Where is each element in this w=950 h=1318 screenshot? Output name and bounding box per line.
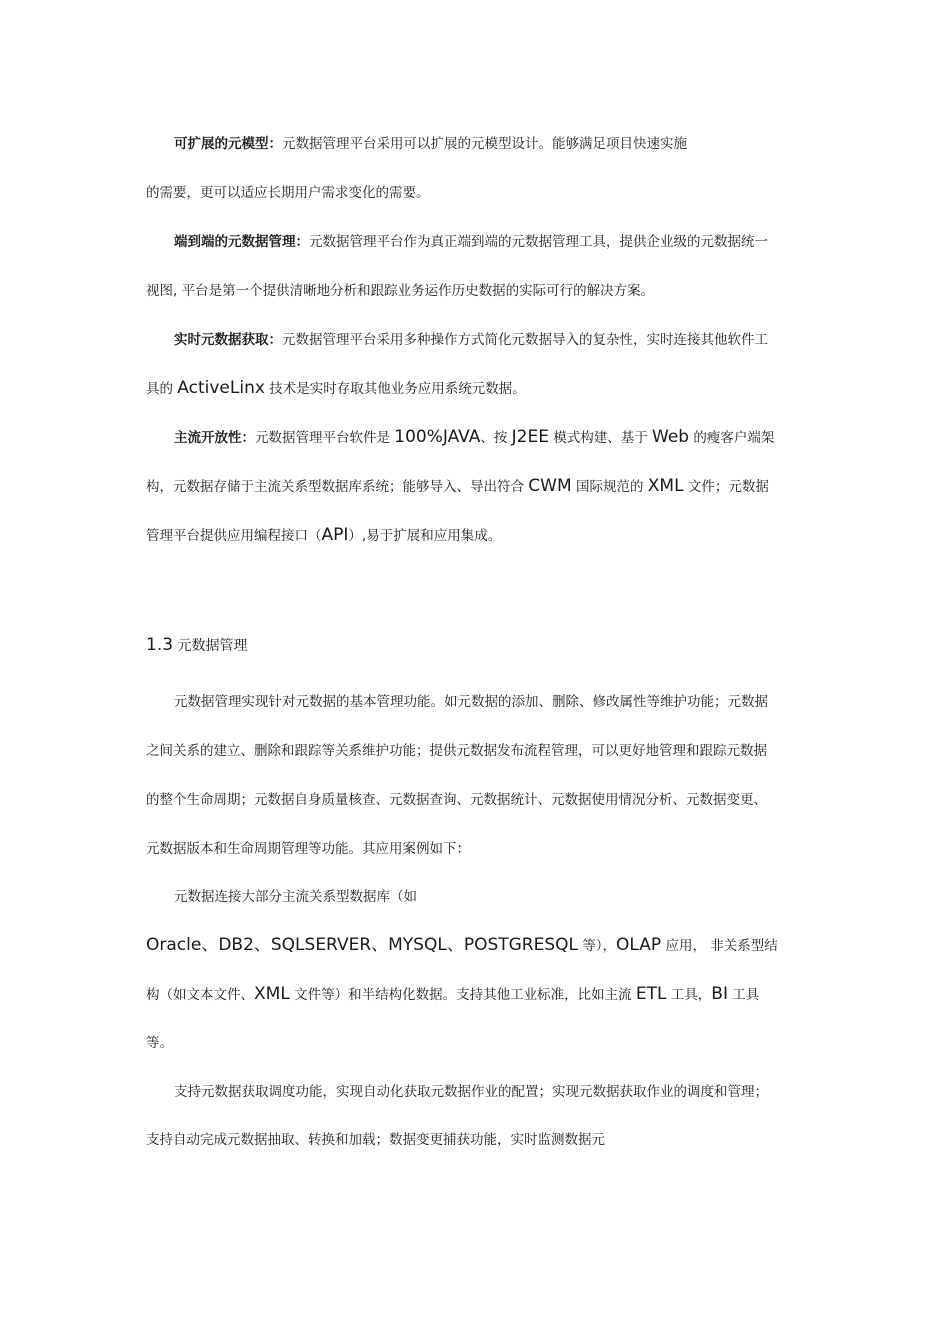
paragraph-text: 支持自动完成元数据抽取、转换和加载；数据变更捕获功能，实时监测数据元 bbox=[146, 1132, 605, 1148]
paragraph-text: 元数据管理平台软件是 bbox=[255, 430, 395, 446]
paragraph-text: 构，元数据存储于主流关系型数据库系统；能够导入、导出符合 bbox=[146, 479, 529, 495]
paragraph-text: 应用， 非关系型结 bbox=[661, 938, 778, 954]
paragraph-term: ActiveLinx bbox=[177, 378, 265, 398]
paragraph-term: XML bbox=[254, 984, 290, 1004]
paragraph-text: 管理平台提供应用编程接口（ bbox=[146, 528, 322, 544]
paragraph-line bbox=[146, 984, 818, 1005]
paragraph-line bbox=[174, 1082, 818, 1102]
paragraph-text: 技术是实时存取其他业务应用系统元数据。 bbox=[264, 381, 526, 397]
paragraph-text: 文件等）和半结构化数据。支持其他工业标准，比如主流 bbox=[289, 987, 636, 1003]
paragraph-term: J2EE bbox=[511, 427, 549, 447]
paragraph-text: 元数据管理实现针对元数据的基本管理功能。如元数据的添加、删除、修改属性等维护功能；元数据 bbox=[174, 694, 768, 710]
paragraph-text: 工具 bbox=[727, 987, 760, 1003]
term-label: 可扩展的元模型： bbox=[174, 136, 282, 152]
term-label: 主流开放性： bbox=[174, 430, 255, 446]
paragraph-line bbox=[146, 839, 818, 859]
paragraph-term: CWM bbox=[528, 476, 572, 496]
term-label: 实时元数据获取： bbox=[174, 332, 282, 348]
paragraph-line bbox=[174, 330, 818, 350]
paragraph-term: OLAP bbox=[616, 935, 662, 955]
paragraph-text: 的瘦客户端架 bbox=[689, 430, 775, 446]
paragraph-line bbox=[146, 741, 818, 761]
paragraph-line bbox=[146, 790, 818, 810]
paragraph-line bbox=[146, 935, 818, 956]
section-number: 1.3 bbox=[146, 635, 174, 655]
paragraph-text: 元数据管理平台采用可以扩展的元模型设计。能够满足项目快速实施 bbox=[282, 136, 687, 152]
paragraph-text: 元数据连接大部分主流关系型数据库（如 bbox=[174, 889, 417, 905]
paragraph-line bbox=[174, 134, 818, 154]
paragraph-line bbox=[174, 232, 818, 252]
paragraph-term: API bbox=[321, 525, 349, 545]
paragraph-line bbox=[146, 378, 818, 399]
paragraph-line bbox=[146, 183, 818, 203]
paragraph-line bbox=[146, 476, 818, 497]
paragraph-text: 、按 bbox=[480, 430, 512, 446]
paragraph-text: 等）， bbox=[578, 938, 617, 954]
paragraph-text: 视图, 平台是第一个提供清晰地分析和跟踪业务运作历史数据的实际可行的解决方案。 bbox=[146, 283, 655, 299]
paragraph-text: 等。 bbox=[146, 1035, 173, 1051]
paragraph-line bbox=[146, 281, 818, 301]
paragraph-text: 元数据管理平台作为真正端到端的元数据管理工具，提供企业级的元数据统一 bbox=[309, 234, 768, 250]
paragraph-term: Web bbox=[652, 427, 690, 447]
paragraph-text: 元数据管理平台采用多种操作方式简化元数据导入的复杂性，实时连接其他软件工 bbox=[282, 332, 768, 348]
section-heading bbox=[146, 635, 248, 656]
paragraph-line bbox=[146, 1130, 818, 1150]
paragraph-text: 文件；元数据 bbox=[683, 479, 769, 495]
term-label: 端到端的元数据管理： bbox=[174, 234, 309, 250]
section-title: 元数据管理 bbox=[173, 638, 248, 654]
paragraph-text: 的整个生命周期；元数据自身质量核查、元数据查询、元数据统计、元数据使用情况分析、元数据变更、 bbox=[146, 792, 767, 808]
paragraph-line bbox=[146, 525, 818, 546]
paragraph-text: 工具， bbox=[666, 987, 712, 1003]
paragraph-text: 支持元数据获取调度功能，实现自动化获取元数据作业的配置；实现元数据获取作业的调度和管理； bbox=[174, 1084, 768, 1100]
paragraph-line bbox=[174, 887, 818, 907]
paragraph-text: 之间关系的建立、删除和跟踪等关系维护功能；提供元数据发布流程管理，可以更好地管理和跟踪元数据 bbox=[146, 743, 767, 759]
paragraph-text: 具的 bbox=[146, 381, 178, 397]
paragraph-text: ）,易于扩展和应用集成。 bbox=[348, 528, 502, 544]
paragraph-term: Oracle、DB2、SQLSERVER、MYSQL、POSTGRESQL bbox=[146, 935, 578, 955]
paragraph-term: XML bbox=[647, 476, 684, 496]
paragraph-term: ETL bbox=[635, 984, 667, 1004]
paragraph-term: 100%JAVA bbox=[394, 427, 481, 447]
paragraph-line bbox=[174, 692, 818, 712]
paragraph-term: BI bbox=[711, 984, 728, 1004]
paragraph-text: 模式构建、基于 bbox=[548, 430, 653, 446]
paragraph-text: 的需要，更可以适应长期用户需求变化的需要。 bbox=[146, 185, 430, 201]
paragraph-text: 构（如文本文件、 bbox=[146, 987, 254, 1003]
paragraph-line bbox=[146, 1033, 818, 1053]
paragraph-text: 国际规范的 bbox=[571, 479, 648, 495]
paragraph-text: 元数据版本和生命周期管理等功能。其应用案例如下： bbox=[146, 841, 470, 857]
paragraph-line bbox=[174, 427, 818, 448]
